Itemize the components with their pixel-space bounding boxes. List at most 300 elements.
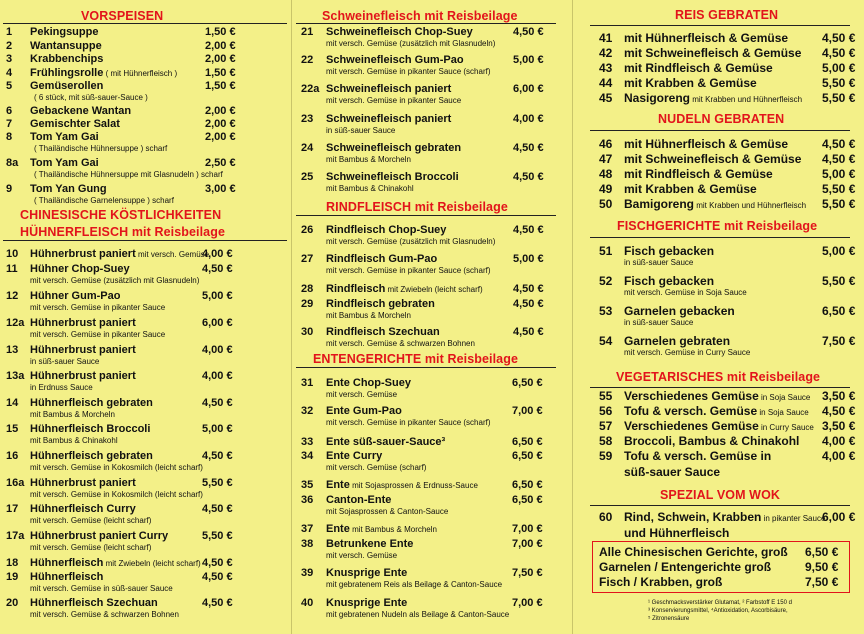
- menu-item: [590, 92, 864, 104]
- item-name: [326, 54, 464, 66]
- item-description: ( Thailändische Hühnersuppe mit Glasnudeln ) scharf: [34, 169, 223, 179]
- menu-item: [0, 597, 286, 609]
- item-description: mit gebratenen Nudeln als Beilage & Canton-Sauce: [326, 609, 510, 619]
- item-name: [30, 317, 136, 329]
- item-price: 6,50 €: [512, 436, 543, 448]
- item-name: [624, 420, 814, 434]
- menu-item: [296, 113, 558, 125]
- price-info-label: Fisch / Krabben, groß: [599, 575, 723, 589]
- item-name-text: Rindfleisch Chop-Suey: [326, 224, 447, 236]
- item-number: 39: [301, 567, 314, 579]
- item-name: [326, 567, 407, 579]
- item-name: [326, 523, 437, 536]
- item-price: 4,00 €: [202, 370, 233, 382]
- item-price: 5,00 €: [202, 290, 233, 302]
- item-number: 34: [301, 450, 314, 462]
- item-number: 13a: [6, 370, 25, 382]
- item-name: [30, 53, 103, 65]
- item-name-text: Gemüserollen: [30, 80, 104, 92]
- menu-item: [590, 32, 864, 44]
- item-name-text: Schweinefleisch Broccoli: [326, 171, 459, 183]
- menu-item: [0, 557, 286, 569]
- price-info-row: [593, 561, 849, 574]
- item-note-inline: mit Krabben und Hühnerfleisch: [694, 201, 807, 210]
- item-number: 48: [599, 167, 613, 181]
- item-name: [30, 40, 102, 52]
- section-heading: HÜHNERFLEISCH mit Reisbeilage: [20, 225, 226, 239]
- item-name: [30, 397, 153, 409]
- menu-item: [590, 405, 864, 417]
- item-note-inline: in Curry Sauce: [758, 423, 814, 432]
- item-price: 2,00 €: [205, 118, 236, 130]
- item-number: 11: [6, 263, 18, 275]
- item-price: 6,50 €: [822, 304, 856, 318]
- menu-item: [0, 80, 286, 92]
- menu-item: [590, 450, 864, 462]
- item-description: in süß-sauer Sauce: [624, 317, 694, 327]
- item-note-inline: ( mit Hühnerfleisch ): [103, 69, 178, 78]
- menu-item: [590, 335, 864, 347]
- item-name-text: Krabbenchips: [30, 53, 104, 65]
- item-description: mit versch. Gemüse & schwarzen Bohnen: [326, 338, 475, 348]
- item-number: 7: [6, 118, 13, 130]
- footnote: ⁵ Zitronensäure: [648, 616, 690, 622]
- item-price: 3,00 €: [205, 183, 236, 195]
- menu-item: [590, 168, 864, 180]
- menu-item: [0, 571, 286, 583]
- item-name-text: Hühnerfleisch gebraten: [30, 450, 153, 462]
- item-price: 4,50 €: [513, 326, 544, 338]
- item-name-text: Pekingsuppe: [30, 26, 99, 38]
- item-description: mit versch. Gemüse in Kokosmilch (leicht scharf): [30, 462, 203, 472]
- item-price: 7,50 €: [512, 567, 543, 579]
- item-name: [624, 92, 802, 106]
- menu-item: [296, 567, 558, 579]
- item-name: [326, 171, 459, 183]
- item-description: mit Bambus & Chinakohl: [326, 183, 414, 193]
- section-heading: NUDELN GEBRATEN: [658, 112, 785, 126]
- item-price: 6,00 €: [513, 83, 544, 95]
- item-note-inline: in Soja Sauce: [757, 408, 809, 417]
- section-rule: [3, 23, 287, 24]
- item-name-text: Ente: [326, 479, 350, 491]
- item-description: ( Thailändische Garnelensuppe ) scharf: [34, 195, 174, 205]
- menu-item: [590, 435, 864, 447]
- item-number: 58: [599, 434, 613, 448]
- item-name-text: mit Hühnerfleisch & Gemüse: [624, 31, 789, 45]
- price-info-label: Garnelen / Entengerichte groß: [599, 560, 772, 574]
- menu-item: [296, 171, 558, 183]
- menu-item: [0, 263, 286, 275]
- item-number: 36: [301, 494, 314, 506]
- item-price: 2,00 €: [205, 53, 236, 65]
- item-number: 8: [6, 131, 13, 143]
- item-price: 4,50 €: [202, 450, 233, 462]
- item-price: 1,50 €: [205, 67, 236, 79]
- item-name: [624, 153, 801, 165]
- item-name: [326, 494, 391, 506]
- price-info-label: Alle Chinesischen Gerichte, groß: [599, 545, 788, 559]
- item-name-text: Schweinefleisch Chop-Suey: [326, 26, 473, 38]
- item-name-text: mit Schweinefleisch & Gemüse: [624, 46, 802, 60]
- item-name-text: Ente Chop-Suey: [326, 377, 411, 389]
- menu-item: [0, 183, 286, 195]
- menu-item: [296, 224, 558, 236]
- menu-item: [590, 390, 864, 402]
- item-description: in süß-sauer Sauce: [624, 257, 694, 267]
- item-name-text: Hühnerbrust paniert: [30, 477, 136, 489]
- item-description: mit Sojasprossen & Canton-Sauce: [326, 506, 449, 516]
- menu-item: [296, 494, 558, 506]
- section-heading: REIS GEBRATEN: [675, 8, 779, 22]
- item-name-text: Verschiedenes Gemüse: [624, 389, 759, 403]
- item-number: 14: [6, 397, 19, 409]
- item-name-text: Hühnerbrust paniert: [30, 370, 136, 382]
- item-number: 8a: [6, 157, 19, 169]
- item-number: 12a: [6, 317, 25, 329]
- item-name-text: Schweinefleisch paniert: [326, 113, 452, 125]
- item-name: [30, 26, 98, 38]
- item-name: [624, 390, 810, 404]
- item-description: ( Thailändische Hühnersuppe ) scharf: [34, 143, 168, 153]
- menu-item: [0, 370, 286, 382]
- item-name: [30, 503, 136, 515]
- item-name: [326, 142, 461, 154]
- item-note-inline: in Soja Sauce: [758, 393, 811, 402]
- menu-item: [296, 479, 558, 491]
- item-name-text: mit Hühnerfleisch & Gemüse: [624, 137, 789, 151]
- item-name: [326, 538, 413, 550]
- menu-item: [0, 131, 286, 143]
- item-number: 49: [599, 182, 613, 196]
- menu-item: [296, 54, 558, 66]
- item-price: 2,00 €: [205, 40, 236, 52]
- item-number: 38: [301, 538, 314, 550]
- item-description: mit versch. Gemüse (scharf): [326, 462, 427, 472]
- item-description: in süß-sauer Sauce: [30, 356, 100, 366]
- menu-item: [0, 26, 286, 38]
- item-price: 4,00 €: [822, 449, 856, 463]
- item-description: mit versch. Gemüse: [326, 550, 398, 560]
- section-heading: ENTENGERICHTE mit Reisbeilage: [313, 352, 519, 366]
- item-number: 54: [599, 334, 613, 348]
- item-name-text: Broccoli, Bambus & Chinakohl: [624, 434, 800, 448]
- item-name: [30, 571, 103, 583]
- item-name-text: Schweinefleisch paniert: [326, 83, 452, 95]
- menu-item: [296, 253, 558, 265]
- section-heading: Schweinefleisch mit Reisbeilage: [322, 9, 518, 23]
- item-name-text: mit Schweinefleisch & Gemüse: [624, 152, 802, 166]
- item-name: [30, 118, 120, 130]
- item-name: [30, 477, 136, 489]
- item-number: 27: [301, 253, 314, 265]
- item-price: 4,50 €: [202, 597, 233, 609]
- item-price: 4,50 €: [513, 142, 544, 154]
- item-price: 4,50 €: [513, 26, 544, 38]
- item-name: [326, 597, 407, 609]
- item-number: 52: [599, 274, 613, 288]
- item-description: mit versch. Gemüse in Soja Sauce: [624, 287, 747, 297]
- item-number: 1: [6, 26, 13, 38]
- item-name: [624, 183, 757, 195]
- item-number: 24: [301, 142, 314, 154]
- item-price: 5,50 €: [822, 197, 856, 211]
- item-description: mit versch. Gemüse in pikanter Sauce: [30, 302, 166, 312]
- section-rule: [296, 367, 556, 368]
- item-name-text: Betrunkene Ente: [326, 538, 414, 550]
- item-name: [30, 67, 177, 80]
- item-name: [326, 113, 451, 125]
- section-rule: [590, 387, 850, 388]
- item-number: 32: [301, 405, 314, 417]
- item-name: [624, 245, 714, 257]
- item-number: 12: [6, 290, 19, 302]
- item-description: in süß-sauer Sauce: [326, 125, 396, 135]
- item-name-text: Rindfleisch gebraten: [326, 298, 435, 310]
- item-description: mit Bambus & Morcheln: [326, 154, 411, 164]
- item-price: 4,00 €: [822, 434, 856, 448]
- item-price: 4,50 €: [513, 171, 544, 183]
- item-number: 44: [599, 76, 613, 90]
- item-name-text: Garnelen gebraten: [624, 334, 731, 348]
- menu-item: [590, 198, 864, 210]
- menu-item: [296, 83, 558, 95]
- section-rule: [3, 240, 287, 241]
- item-name: [30, 290, 120, 302]
- item-price: 5,50 €: [202, 530, 233, 542]
- item-price: 4,50 €: [822, 31, 856, 45]
- item-name: [624, 77, 757, 89]
- item-name-text: Hühner Gum-Pao: [30, 290, 121, 302]
- menu-item: [590, 47, 864, 59]
- item-name: [624, 275, 714, 287]
- item-name-text: Fisch gebacken: [624, 244, 715, 258]
- item-number: 9: [6, 183, 13, 195]
- item-number: 33: [301, 436, 314, 448]
- item-name: [30, 80, 103, 92]
- item-price: 5,50 €: [202, 477, 233, 489]
- menu-item: [296, 26, 558, 38]
- item-number: 17: [6, 503, 19, 515]
- item-number: 31: [301, 377, 314, 389]
- item-price: 2,50 €: [205, 157, 236, 169]
- menu-item: [0, 503, 286, 515]
- footnote: ³ Konservierungsmittel, ⁴Antioxidation, Ascorbisäure,: [648, 608, 788, 614]
- item-name: [624, 62, 773, 74]
- price-info-price: 7,50 €: [805, 575, 839, 589]
- item-price: 4,50 €: [513, 298, 544, 310]
- price-info-row: [593, 576, 849, 589]
- item-description: mit versch. Gemüse in Kokosmilch (leicht scharf): [30, 489, 203, 499]
- menu-item: [296, 377, 558, 389]
- item-note-inline: mit Bambus & Morcheln: [349, 525, 437, 534]
- item-name-text: Hühnerbrust paniert: [30, 248, 136, 260]
- item-number: 56: [599, 404, 613, 418]
- item-price: 5,00 €: [202, 423, 233, 435]
- price-info-row: [593, 546, 849, 559]
- item-number: 53: [599, 304, 613, 318]
- menu-item: [296, 450, 558, 462]
- item-description: mit versch. Gemüse (leicht scharf): [30, 515, 152, 525]
- menu-item: [590, 77, 864, 89]
- item-name: [624, 198, 806, 212]
- item-name-text: Hühnerfleisch: [30, 557, 104, 569]
- item-name: [30, 530, 168, 542]
- section-heading: SPEZIAL VOM WOK: [660, 488, 781, 502]
- item-name: [624, 305, 735, 317]
- item-description: mit versch. Gemüse (zusätzlich mit Glasnudeln): [326, 236, 496, 246]
- item-price: 6,50 €: [512, 450, 543, 462]
- item-price: 4,00 €: [202, 248, 233, 260]
- item-number: 19: [6, 571, 19, 583]
- item-name: [624, 168, 773, 180]
- item-name-text: Tom Yam Gai: [30, 157, 99, 169]
- menu-item: [296, 523, 558, 535]
- section-rule: [590, 237, 850, 238]
- item-name-text: Gebackene Wantan: [30, 105, 132, 117]
- item-name-text: Ente süß-sauer-Sauce³: [326, 436, 446, 448]
- item-number: 10: [6, 248, 19, 260]
- item-price: 2,00 €: [205, 131, 236, 143]
- item-name: [30, 183, 107, 195]
- menu-item: [0, 157, 286, 169]
- item-name: [624, 32, 788, 44]
- menu-item: [0, 530, 286, 542]
- item-name-text: Rind, Schwein, Krabben: [624, 510, 762, 524]
- item-name: [624, 435, 799, 447]
- menu-item: [590, 153, 864, 165]
- menu-item: [296, 597, 558, 609]
- item-name-text: Hühnerbrust paniert Curry: [30, 530, 169, 542]
- item-description: mit versch. Gemüse: [326, 389, 398, 399]
- menu-item: [0, 423, 286, 435]
- item-number: 43: [599, 61, 613, 75]
- item-name: [30, 263, 130, 275]
- item-name: [624, 511, 825, 525]
- item-description: in Erdnuss Sauce: [30, 382, 93, 392]
- item-name-text: Verschiedenes Gemüse: [624, 419, 759, 433]
- item-name-text: Tom Yan Gung: [30, 183, 107, 195]
- menu-item: [590, 138, 864, 150]
- item-note-inline: mit Krabben und Hühnerfleisch: [690, 95, 803, 104]
- item-price: 4,50 €: [202, 263, 233, 275]
- item-description: mit Bambus & Chinakohl: [30, 435, 118, 445]
- item-description: mit versch. Gemüse in pikanter Sauce: [326, 95, 462, 105]
- item-name: [30, 370, 136, 382]
- item-price: 4,50 €: [822, 152, 856, 166]
- item-name-text: Hühnerfleisch Curry: [30, 503, 136, 515]
- item-name-text: Ente Curry: [326, 450, 383, 462]
- menu-item: [0, 317, 286, 329]
- item-price: 7,50 €: [822, 334, 856, 348]
- item-number: 30: [301, 326, 314, 338]
- menu-item: [0, 248, 286, 260]
- item-price: 4,50 €: [822, 137, 856, 151]
- item-number: 55: [599, 389, 613, 403]
- menu-item: [590, 305, 864, 317]
- menu-item: [0, 477, 286, 489]
- item-price: 5,50 €: [822, 76, 856, 90]
- item-price: 3,50 €: [822, 389, 856, 403]
- item-price: 4,50 €: [202, 503, 233, 515]
- item-name: [30, 423, 150, 435]
- item-description: mit versch. Gemüse in pikanter Sauce (scharf): [326, 66, 491, 76]
- menu-column-1: [0, 0, 286, 634]
- item-name-text: Nasigoreng: [624, 91, 691, 105]
- section-rule: [296, 23, 556, 24]
- item-description: mit versch. Gemüse in Curry Sauce: [624, 347, 751, 357]
- item-number: 42: [599, 46, 613, 60]
- item-number: 23: [301, 113, 314, 125]
- item-number: 26: [301, 224, 314, 236]
- item-price: 5,50 €: [822, 274, 856, 288]
- item-number: 22a: [301, 83, 320, 95]
- menu-item: [296, 298, 558, 310]
- item-name: [326, 479, 478, 492]
- item-number: 2: [6, 40, 13, 52]
- item-number: 5: [6, 80, 13, 92]
- item-price: 2,00 €: [205, 105, 236, 117]
- menu-item: [0, 118, 286, 130]
- item-name-text: Hühnerbrust paniert: [30, 317, 136, 329]
- item-number: 35: [301, 479, 314, 491]
- item-price: 6,50 €: [512, 377, 543, 389]
- item-name-text: Hühnerfleisch Szechuan: [30, 597, 158, 609]
- menu-item: [296, 436, 558, 448]
- item-name: [326, 405, 402, 417]
- section-heading: CHINESISCHE KÖSTLICHKEITEN: [20, 208, 222, 222]
- item-number: 50: [599, 197, 613, 211]
- item-number: 46: [599, 137, 613, 151]
- item-name-text: Tom Yam Gai: [30, 131, 99, 143]
- menu-column-2: [296, 0, 558, 634]
- item-number: 60: [599, 510, 613, 524]
- price-info-price: 9,50 €: [805, 560, 839, 574]
- item-number: 3: [6, 53, 13, 65]
- section-heading: VORSPEISEN: [81, 9, 164, 23]
- item-name: [30, 450, 153, 462]
- item-price: 5,00 €: [513, 253, 544, 265]
- menu-item: [0, 344, 286, 356]
- item-price: 6,00 €: [822, 510, 856, 524]
- section-rule: [590, 130, 850, 131]
- menu-item: [296, 283, 558, 295]
- item-name-text: Ente: [326, 523, 350, 535]
- menu-item: [296, 326, 558, 338]
- item-note-inline: mit Sojasprossen & Erdnuss-Sauce: [349, 481, 478, 490]
- item-description: mit Bambus & Morcheln: [30, 409, 115, 419]
- item-number: 20: [6, 597, 19, 609]
- item-name-text: Frühlingsrolle: [30, 67, 104, 79]
- item-name-text: Knusprige Ente: [326, 597, 408, 609]
- menu-column-3: [590, 0, 864, 634]
- item-price: 7,00 €: [512, 597, 543, 609]
- item-number: 18: [6, 557, 19, 569]
- item-number: 17a: [6, 530, 25, 542]
- item-name: [326, 26, 473, 38]
- section-rule: [590, 505, 850, 506]
- item-name: [30, 157, 99, 169]
- menu-item: [0, 67, 286, 79]
- item-price: 4,50 €: [202, 397, 233, 409]
- item-description: ( 6 stück, mit süß-sauer-Sauce ): [34, 92, 148, 102]
- item-name-text: Tofu & versch. Gemüse in: [624, 449, 772, 463]
- item-price: 5,50 €: [822, 91, 856, 105]
- item-price: 6,50 €: [512, 494, 543, 506]
- item-note-inline: in pikanter Sauce: [761, 514, 826, 523]
- item-name: [624, 335, 730, 347]
- item-number: 51: [599, 244, 613, 258]
